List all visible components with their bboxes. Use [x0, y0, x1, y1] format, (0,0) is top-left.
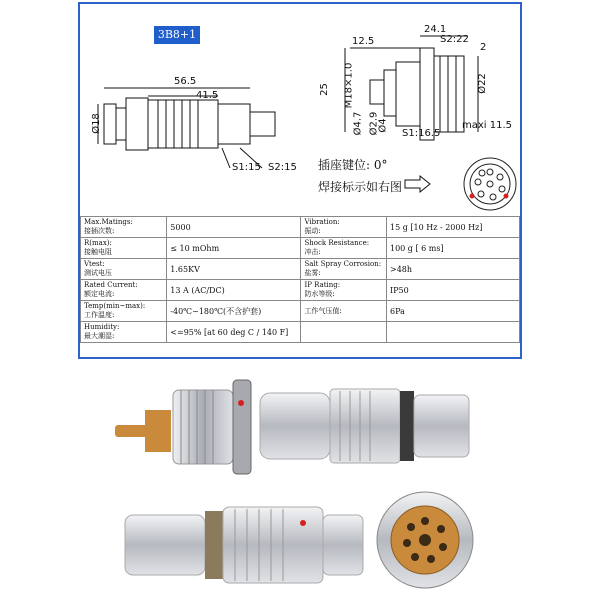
- plug-length: 56.5: [174, 76, 197, 87]
- socket-dia-right: Ø22: [476, 73, 488, 94]
- product-photo: [95, 365, 505, 595]
- socket-maxi: maxi 11.5: [462, 120, 513, 131]
- spec-label-2: IP Rating: 防水等级:: [301, 280, 387, 301]
- plug-s1: S1:15: [232, 162, 261, 173]
- socket-photo: [115, 380, 251, 474]
- spec-value: -40℃~180℃(不含护套): [167, 301, 301, 322]
- spec-label: R(max): 接触电阻: [81, 238, 167, 259]
- spec-row: [81, 259, 520, 280]
- spec-label-2: Shock Resistance: 冲击:: [301, 238, 387, 259]
- socket-s1: S1:16.5: [402, 128, 441, 139]
- spec-value-2: [386, 322, 519, 343]
- spec-value: <=95% [at 60 deg C / 140 F]: [167, 322, 301, 343]
- spec-value: 1.65KV: [167, 259, 301, 280]
- spec-table: [80, 216, 520, 343]
- spec-value-2: 6Pa: [386, 301, 519, 322]
- spec-value: 13 A (AC/DC): [167, 280, 301, 301]
- plug-diameter: Ø18: [90, 113, 102, 134]
- plug-drawing: [98, 88, 275, 168]
- spec-row: [81, 301, 520, 322]
- spec-label: Vtest: 测试电压: [81, 259, 167, 280]
- key-position-note: 插座键位: 0°: [318, 158, 388, 172]
- spec-label-2: Vibration: 振动:: [301, 217, 387, 238]
- socket-d3: Ø4: [377, 118, 389, 133]
- socket-s2: S2:22: [440, 34, 469, 45]
- spec-row: [81, 238, 520, 259]
- plug-s2: S2:15: [268, 162, 297, 173]
- socket-d2: Ø2.9: [368, 111, 380, 136]
- spec-value-2: 15 g [10 Hz - 2000 Hz]: [386, 217, 519, 238]
- spec-label: Max.Matings: 接插次数:: [81, 217, 167, 238]
- model-tag: 3B8+1: [154, 26, 200, 44]
- spec-value: ≤ 10 mOhm: [167, 238, 301, 259]
- technical-drawing: [0, 0, 600, 215]
- plug-photo-top: [260, 389, 469, 463]
- spec-label-2: Salt Spray Corrosion: 盐雾:: [301, 259, 387, 280]
- weld-note: 焊接标示如右图: [318, 180, 403, 194]
- spec-label-2: 工作气压值:: [301, 301, 387, 322]
- connector-face-photo: [377, 492, 473, 588]
- spec-value-2: >48h: [386, 259, 519, 280]
- weld-face-diagram: [464, 158, 516, 210]
- socket-w1: 12.5: [352, 36, 375, 47]
- spec-label: Rated Current: 额定电流:: [81, 280, 167, 301]
- spec-value-2: IP50: [386, 280, 519, 301]
- socket-height: 25: [318, 83, 330, 96]
- spec-row: [81, 322, 520, 343]
- spec-label-2: [301, 322, 387, 343]
- arrow-icon: [405, 176, 430, 192]
- spec-row: [81, 217, 520, 238]
- socket-d1: Ø4.7: [352, 111, 364, 136]
- spec-label: Temp(min~max): 工作温度:: [81, 301, 167, 322]
- socket-drawing: [345, 36, 478, 140]
- spec-value-2: 100 g [ 6 ms]: [386, 238, 519, 259]
- socket-s2-small: 2: [480, 42, 487, 53]
- spec-row: [81, 280, 520, 301]
- spec-label: Humidity: 最大潮湿:: [81, 322, 167, 343]
- socket-w2: 24.1: [424, 24, 447, 35]
- socket-thread: M18×1.0: [343, 62, 355, 109]
- plug-photo-bottom: [125, 507, 363, 583]
- spec-value: 5000: [167, 217, 301, 238]
- plug-body: 41.5: [196, 90, 219, 101]
